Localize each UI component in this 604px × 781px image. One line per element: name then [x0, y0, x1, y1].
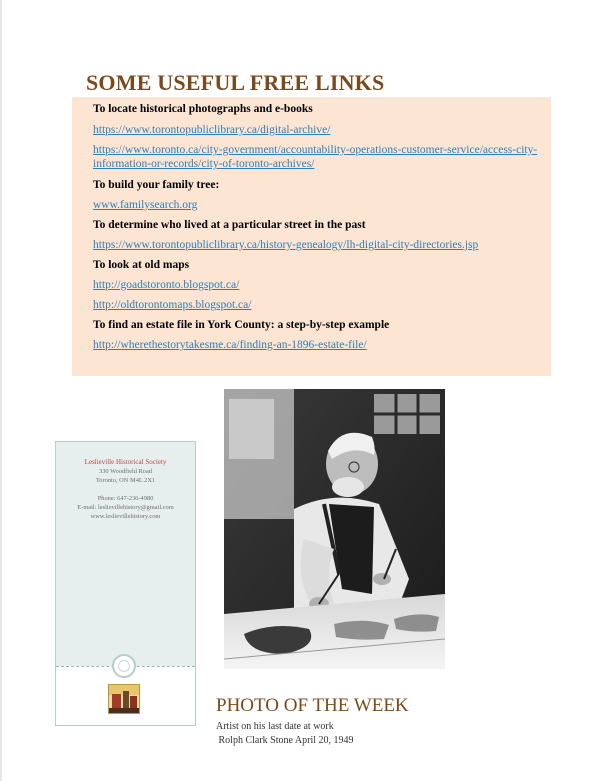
link-estate-file[interactable]: http://wherethestorytakesme.ca/finding-an-1896-estate-file/: [93, 339, 367, 351]
card-society-name: Leslieville Historical Society: [84, 458, 167, 466]
society-logo: [108, 684, 140, 714]
links-list: [93, 102, 545, 352]
card-hole-icon: [112, 654, 136, 678]
card-address-line2: Toronto, ON M4L 2X1: [95, 477, 156, 484]
link-familysearch[interactable]: www.familysearch.org: [93, 199, 198, 211]
section-heading-photographs: To locate historical photographs and e-books: [93, 103, 313, 115]
photo-caption-line2: Rolph Clark Stone April 20, 1949: [216, 735, 354, 746]
links-box: [72, 97, 551, 376]
link-tpl-digital-archive[interactable]: https://www.torontopubliclibrary.ca/digital-archive/: [93, 124, 331, 136]
section-heading-old-maps: To look at old maps: [93, 259, 190, 271]
card-email: E-mail: leslievillehistory@gmail.com: [77, 504, 174, 511]
photo-of-week-title: PHOTO OF THE WEEK: [216, 695, 409, 716]
photo-caption-line1: Artist on his last date at work: [216, 721, 334, 732]
section-heading-street-residents: To determine who lived at a particular street in the past: [93, 219, 366, 231]
link-goadstoronto[interactable]: http://goadstoronto.blogspot.ca/: [93, 279, 240, 291]
link-oldtorontomaps[interactable]: http://oldtorontomaps.blogspot.ca/: [93, 299, 252, 311]
card-phone: Phone: 647-236-4980: [97, 495, 154, 502]
card-address-line1: 330 Woodfield Road: [99, 468, 152, 475]
section-heading-family-tree: To build your family tree:: [93, 179, 220, 191]
page-title: SOME USEFUL FREE LINKS: [86, 70, 385, 95]
section-heading-estate-file: To find an estate file in York County: a step-by-step example: [93, 319, 390, 331]
link-city-directories[interactable]: https://www.torontopubliclibrary.ca/history-genealogy/lh-digital-city-directories.jsp: [93, 239, 479, 251]
card-contact-panel: [56, 442, 195, 666]
society-card: [55, 441, 196, 726]
page-edge: [0, 0, 2, 781]
photo-of-week-image: [224, 389, 445, 669]
link-city-archives[interactable]: https://www.toronto.ca/city-government/accountability-operations-customer-service/access-city-information-or-records/city-of-toronto-archives/: [93, 144, 538, 170]
card-website: www.leslievillehistory.com: [90, 513, 161, 520]
photo-caption: [216, 720, 354, 748]
